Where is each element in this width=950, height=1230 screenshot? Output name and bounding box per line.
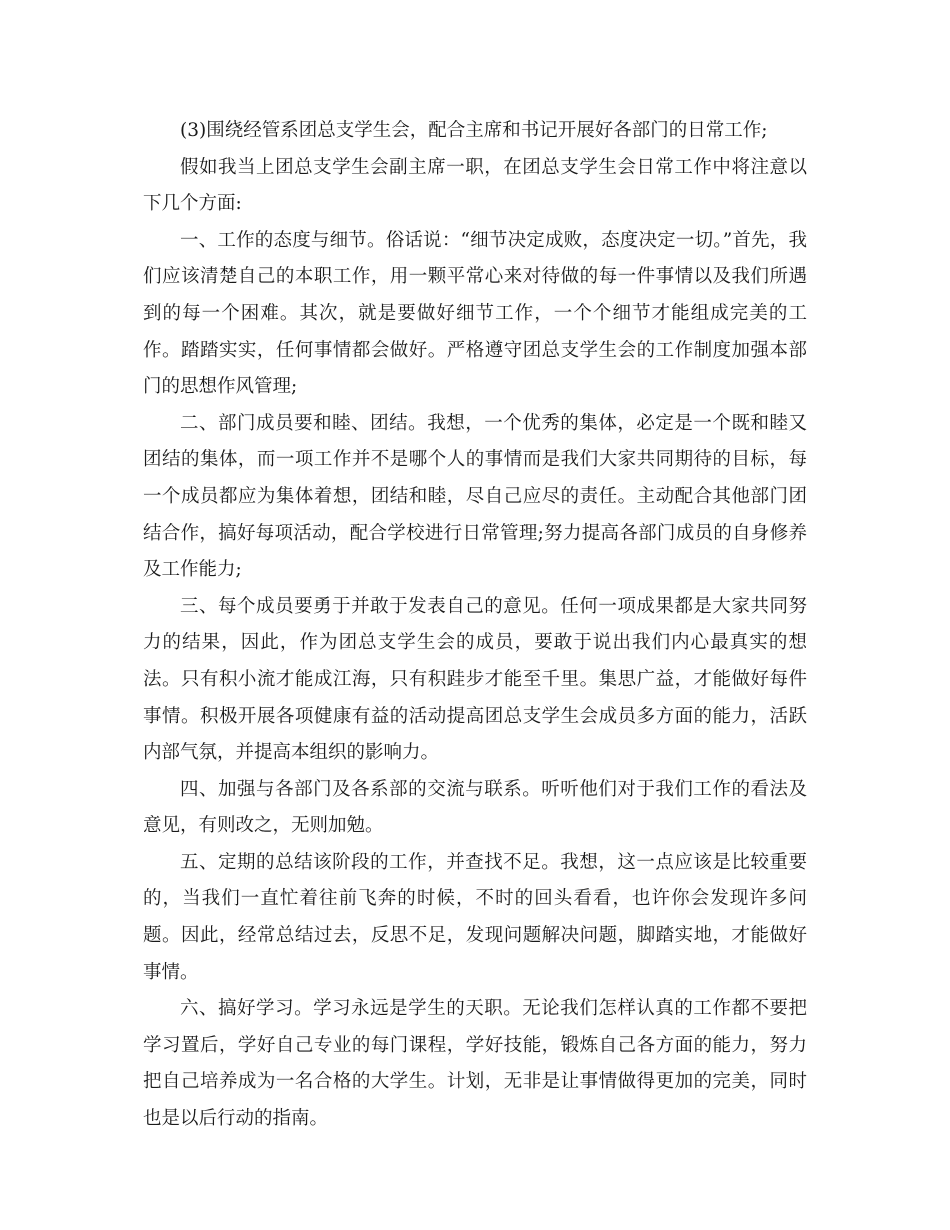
paragraph-summary: 五、定期的总结该阶段的工作，并查找不足。我想，这一点应该是比较重要的，当我们一直忙着往前飞奔的时候，不时的回头看看，也许你会发现许多问题。因此，经常总结过去，反思不足，发现问题解决问题，脚踏实地，才能做好事情。 <box>143 851 807 983</box>
paragraph-speak-up: 三、每个成员要勇于并敢于发表自己的意见。任何一项成果都是大家共同努力的结果，因此，作为团总支学生会的成员，要敢于说出我们内心最真实的想法。只有积小流才能成江海，只有积跬步才能至千里。集思广益，才能做好每件事情。积极开展各项健康有益的活动提高团总支学生会成员多方面的能力，活跃内部气氛，并提高本组织的影响力。 <box>143 595 807 764</box>
paragraph-item-3: (3)围绕经管系团总支学生会，配合主席和书记开展好各部门的日常工作; <box>180 120 768 141</box>
paragraph-attitude-detail: 一、工作的态度与细节。俗话说：“细节决定成败，态度决定一切。”首先，我们应该清楚自己的本职工作，用一颗平常心来对待做的每一件事情以及我们所遇到的每一个困难。其次，就是要做好细节工作，一个个细节才能组成完美的工作。踏踏实实，任何事情都会做好。严格遵守团总支学生会的工作制度加强本部门的思想作风管理; <box>143 229 807 398</box>
document-body <box>143 113 807 1138</box>
paragraph-communication: 四、加强与各部门及各系部的交流与联系。听听他们对于我们工作的看法及意见，有则改之，无则加勉。 <box>143 778 807 837</box>
paragraph-study: 六、搞好学习。学习永远是学生的天职。无论我们怎样认真的工作都不要把学习置后，学好自己专业的每门课程，学好技能，锻炼自己各方面的能力，努力把自己培养成为一名合格的大学生。计划，无非是让事情做得更加的完美，同时也是以后行动的指南。 <box>143 998 807 1130</box>
paragraph-intro: 假如我当上团总支学生会副主席一职，在团总支学生会日常工作中将注意以下几个方面: <box>143 156 807 215</box>
paragraph-unity: 二、部门成员要和睦、团结。我想，一个优秀的集体，必定是一个既和睦又团结的集体，而一项工作并不是哪个人的事情而是我们大家共同期待的目标，每一个成员都应为集体着想，团结和睦，尽自己应尽的责任。主动配合其他部门团结合作，搞好每项活动，配合学校进行日常管理;努力提高各部门成员的自身修养及工作能力; <box>143 412 807 581</box>
